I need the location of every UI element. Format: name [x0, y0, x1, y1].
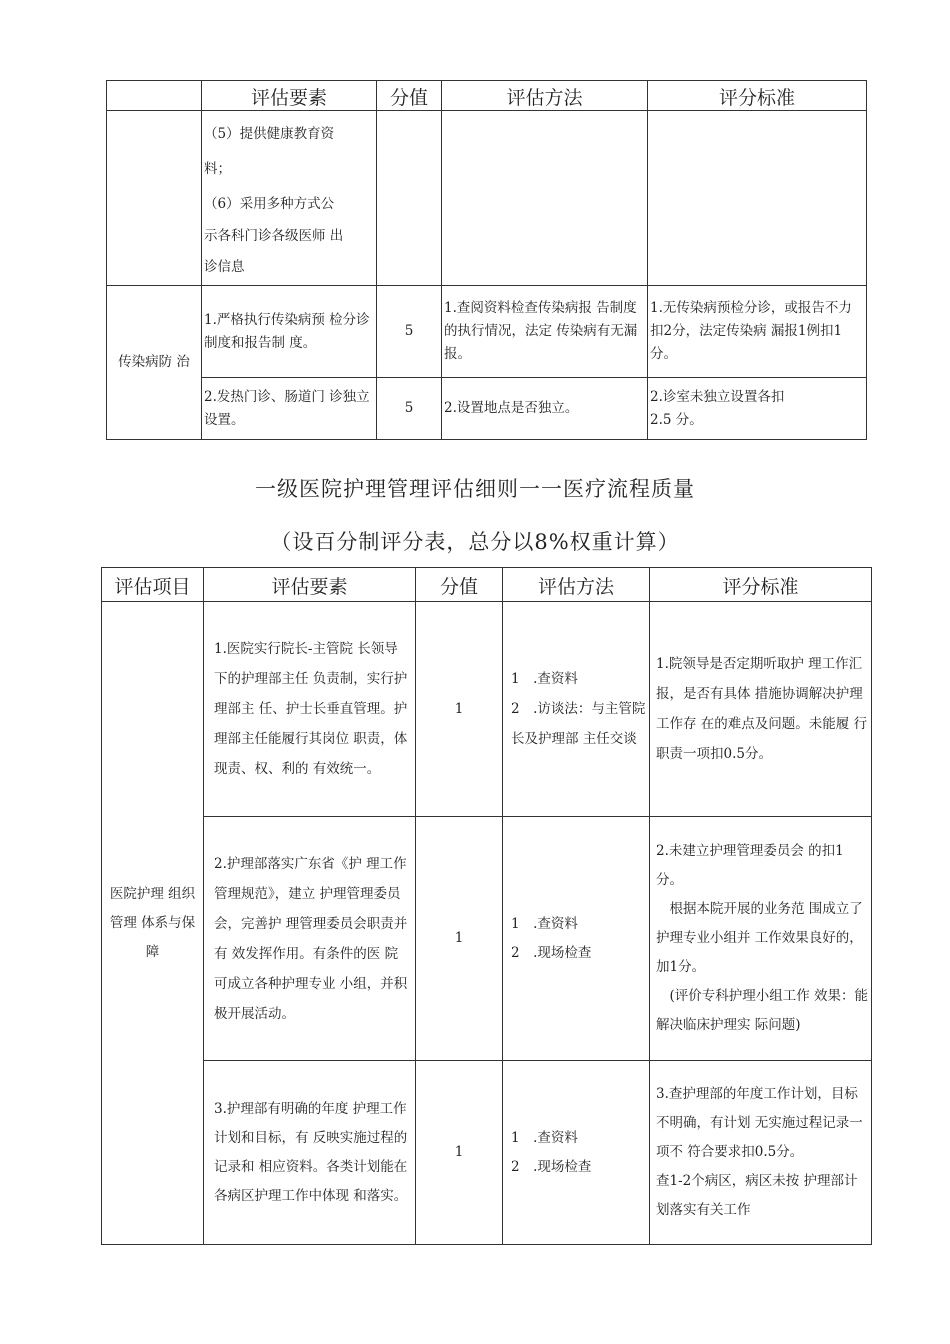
score-cell: 1: [416, 817, 503, 1061]
method-cell: 1 .查资料 2 .现场检查: [503, 817, 650, 1061]
criteria-cell: 3.查护理部的年度工作计划，目标不明确，有计划 无实施过程记录一项不 符合要求扣0.5分。 查1-2个病区，病区未按 护理部计划落实有关工作: [650, 1061, 872, 1245]
page-subtitle: （设百分制评分表，总分以8%权重计算）: [270, 530, 680, 554]
table-row: [102, 817, 872, 1061]
method-cell: 1.查阅资料检查传染病报 告制度的执行情况，法定 传染病有无漏报。: [442, 286, 648, 378]
score-cell: 5: [377, 378, 442, 440]
method-cell: 2.设置地点是否独立。: [442, 378, 648, 440]
method-cell: 1 .查资料 2 .现场检查: [503, 1061, 650, 1245]
page-title: 一级医院护理管理评估细则一一医疗流程质量: [255, 477, 695, 501]
header-cell: 评分标准: [650, 568, 872, 602]
table-process-quality: [101, 567, 872, 1245]
table-header-row: [102, 568, 872, 602]
table-row: [102, 1061, 872, 1245]
score-cell: 5: [377, 286, 442, 378]
table-infectious-disease: [106, 80, 867, 440]
header-cell: 评估项目: [102, 568, 204, 602]
header-cell: 评估方法: [442, 81, 648, 111]
header-cell: 评分标准: [648, 81, 867, 111]
element-cell: （5）提供健康教育资 料； （6）采用多种方式公 示各科门诊各级医师 出 诊信息: [202, 111, 377, 286]
element-cell: 2.发热门诊、肠道门 诊独立设置。: [202, 378, 377, 440]
item-name-cell: 医院护理 组织管理 体系与保 障: [102, 602, 204, 1245]
criteria-cell: 1.无传染病预检分诊，或报告不力扣2分，法定传染病 漏报1例扣1分。: [648, 286, 867, 378]
table-row: [102, 602, 872, 817]
criteria-cell: 2.未建立护理管理委员会 的扣1分。 根据本院开展的业务范 围成立了护理专业小组并 工作效果良好的，加1分。 (评价专科护理小组工作 效果：能解决临床护理实 际问题): [650, 817, 872, 1061]
header-cell: 分值: [416, 568, 503, 602]
element-cell: 1.严格执行传染病预 检分诊制度和报告制 度。: [202, 286, 377, 378]
element-cell: 1.医院实行院长-主管院 长领导下的护理部主任 负责制，实行护理部主 任、护士长垂直管理。护 理部主任能履行其岗位 职责，体现责、权、利的 有效统一。: [204, 602, 416, 817]
method-cell: 1 .查资料 2 .访谈法：与主管院长及护理部 主任交谈: [503, 602, 650, 817]
header-cell: 评估方法: [503, 568, 650, 602]
criteria-cell: 2.诊室未独立设置各扣 2.5 分。: [648, 378, 867, 440]
table-row: [107, 286, 867, 378]
header-cell: 分值: [377, 81, 442, 111]
header-cell: [107, 81, 202, 111]
criteria-cell: 1.院领导是否定期听取护 理工作汇报，是否有具体 措施协调解决护理工作存 在的难点及问题。未能履 行职责一项扣0.5分。: [650, 602, 872, 817]
table-header-row: [107, 81, 867, 111]
score-cell: 1: [416, 602, 503, 817]
header-cell: 评估要素: [204, 568, 416, 602]
table-row: [107, 378, 867, 440]
element-cell: 2.护理部落实广东省《护 理工作管理规范》，建立 护理管理委员会，完善护 理管理委员会职责并有 效发挥作用。有条件的医 院可成立各种护理专业 小组，并积极开展活动。: [204, 817, 416, 1061]
element-cell: 3.护理部有明确的年度 护理工作计划和目标，有 反映实施过程的记录和 相应资料。各类计划能在 各病区护理工作中体现 和落实。: [204, 1061, 416, 1245]
table-row: [107, 111, 867, 286]
group-name-cell: 传染病防 治: [107, 286, 202, 440]
header-cell: 评估要素: [202, 81, 377, 111]
score-cell: 1: [416, 1061, 503, 1245]
